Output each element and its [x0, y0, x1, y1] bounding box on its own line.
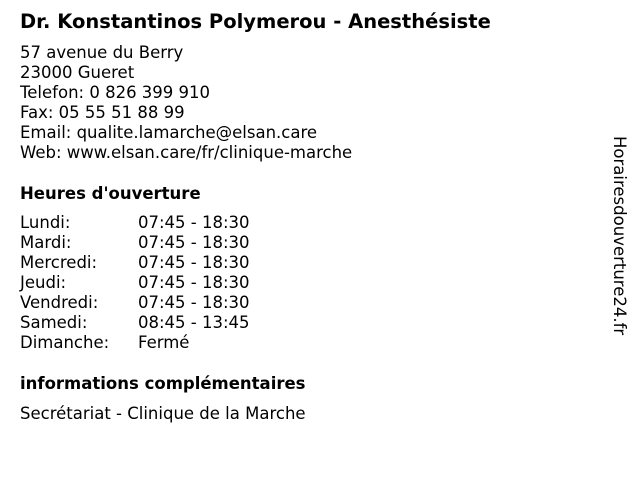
hours-day: Vendredi:	[20, 293, 99, 312]
hours-list	[20, 213, 250, 353]
hours-day: Samedi:	[20, 313, 88, 332]
hours-day: Mardi:	[20, 233, 72, 252]
hours-row	[20, 213, 250, 233]
address-city: 23000 Gueret	[20, 63, 135, 82]
hours-heading: Heures d'ouverture	[20, 184, 201, 203]
hours-row	[20, 333, 250, 353]
address-street: 57 avenue du Berry	[20, 43, 184, 62]
web-text: Web: www.elsan.care/fr/clinique-marche	[20, 143, 353, 162]
hours-time: Fermé	[138, 333, 190, 352]
phone-text: Telefon: 0 826 399 910	[20, 83, 211, 102]
hours-row	[20, 273, 250, 293]
hours-time: 07:45 - 18:30	[138, 293, 250, 312]
hours-row	[20, 293, 250, 313]
hours-time: 07:45 - 18:30	[138, 273, 250, 292]
info-text: Secrétariat - Clinique de la Marche	[20, 404, 306, 423]
hours-time: 07:45 - 18:30	[138, 253, 250, 272]
hours-day: Dimanche:	[20, 333, 110, 352]
hours-day: Jeudi:	[20, 273, 67, 292]
hours-time: 08:45 - 13:45	[138, 313, 250, 332]
email-text: Email: qualite.lamarche@elsan.care	[20, 123, 318, 142]
hours-row	[20, 313, 250, 333]
page-title: Dr. Konstantinos Polymerou - Anesthésiste	[20, 10, 491, 33]
hours-time: 07:45 - 18:30	[138, 213, 250, 232]
hours-day: Lundi:	[20, 213, 71, 232]
hours-day: Mercredi:	[20, 253, 98, 272]
hours-time: 07:45 - 18:30	[138, 233, 250, 252]
contact-block	[20, 43, 352, 163]
fax-text: Fax: 05 55 51 88 99	[20, 103, 185, 122]
watermark-text: Horairesdouverture24.fr	[610, 136, 629, 336]
hours-row	[20, 233, 250, 253]
hours-row	[20, 253, 250, 273]
info-heading: informations complémentaires	[20, 374, 306, 393]
